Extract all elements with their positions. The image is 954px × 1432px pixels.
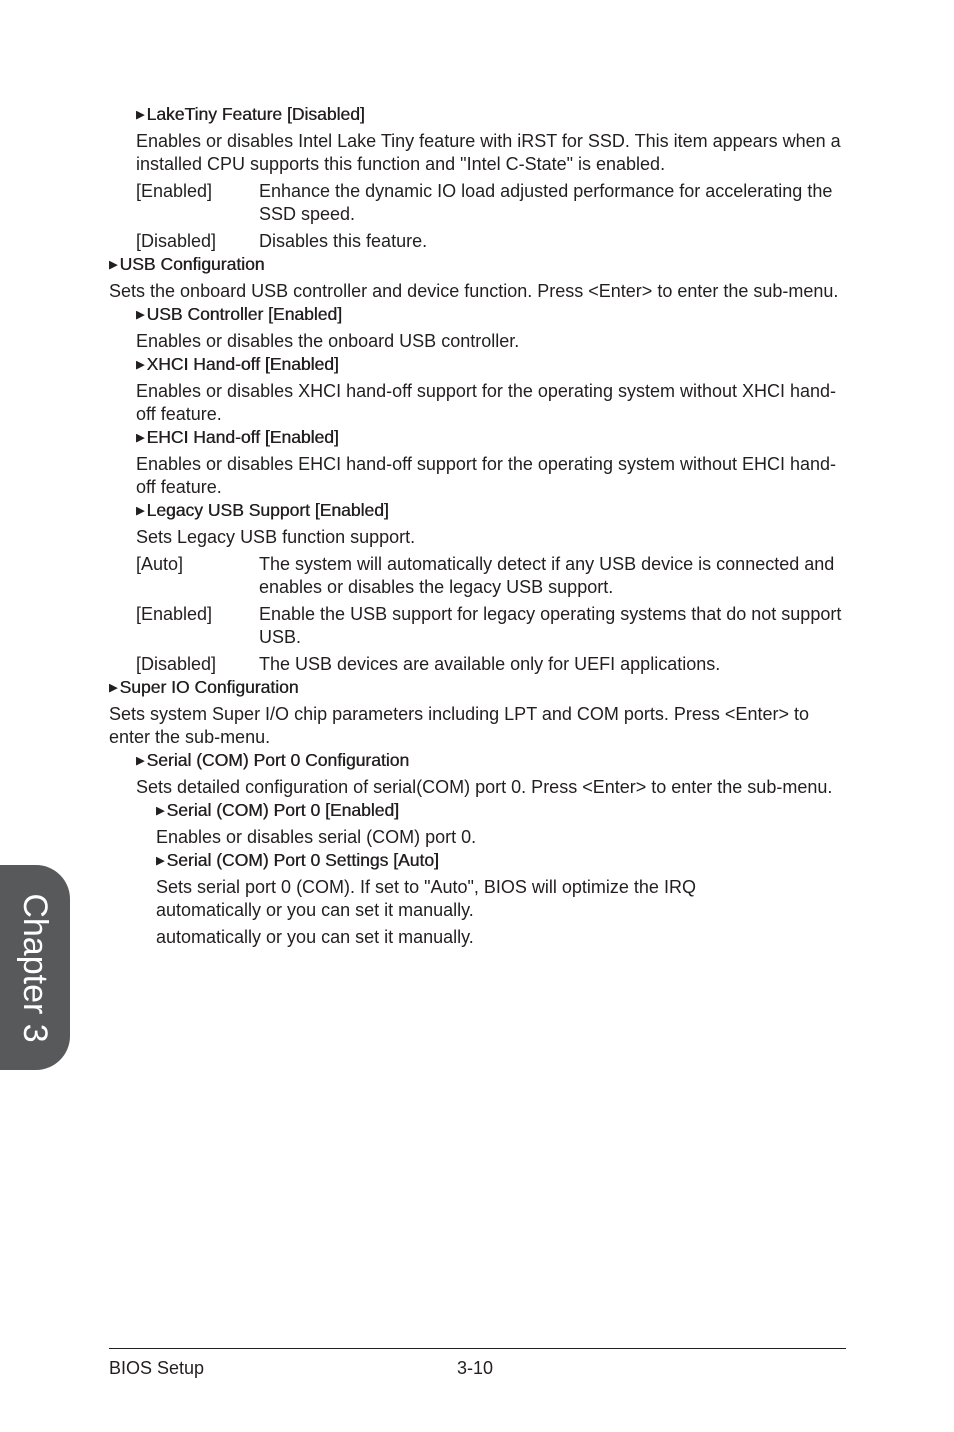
arrow-right-icon: ▶ xyxy=(136,432,145,444)
heading-laketiny xyxy=(136,103,849,126)
section-usb-config xyxy=(109,253,849,303)
option-row xyxy=(136,180,849,226)
footer-divider xyxy=(109,1348,846,1349)
section-serial-port xyxy=(156,799,849,849)
heading-text: Serial (COM) Port 0 [Enabled] xyxy=(166,800,399,820)
arrow-right-icon: ▶ xyxy=(109,682,118,694)
arrow-right-icon: ▶ xyxy=(109,259,118,271)
section-usb-controller xyxy=(136,303,849,353)
description-serial-port: Enables or disables serial (COM) port 0. xyxy=(156,827,477,847)
heading-text: Legacy USB Support [Enabled] xyxy=(146,500,389,520)
heading-text: LakeTiny Feature [Disabled] xyxy=(146,104,365,124)
section-serial-config xyxy=(136,749,849,799)
section-ehci xyxy=(136,426,849,499)
description-serial-config: Sets detailed configuration of serial(COM) port 0. Press <Enter> to enter the sub-menu. xyxy=(136,777,833,797)
heading-text: Serial (COM) Port 0 Settings [Auto] xyxy=(166,850,439,870)
description-super-io: Sets system Super I/O chip parameters including LPT and COM ports. Press <Enter> to enter the sub-menu. xyxy=(109,704,809,747)
heading-xhci xyxy=(136,353,849,376)
heading-text: Super IO Configuration xyxy=(119,677,299,697)
option-row xyxy=(136,603,849,649)
option-desc: Disables this feature. xyxy=(259,231,428,251)
heading-text: USB Controller [Enabled] xyxy=(146,304,342,324)
heading-super-io xyxy=(109,676,849,699)
heading-usb-controller xyxy=(136,303,849,326)
heading-text: Serial (COM) Port 0 Configuration xyxy=(146,750,410,770)
option-key: [Auto] xyxy=(136,554,184,574)
description-ehci: Enables or disables EHCI hand-off support for the operating system without EHCI hand-off feature. xyxy=(136,454,837,497)
option-row xyxy=(136,553,849,599)
heading-legacy-usb xyxy=(136,499,849,522)
section-serial-settings xyxy=(156,849,756,949)
heading-text: EHCI Hand-off [Enabled] xyxy=(146,427,339,447)
section-laketiny xyxy=(136,103,849,253)
option-desc: Enable the USB support for legacy operating systems that do not support USB. xyxy=(259,604,842,647)
arrow-right-icon: ▶ xyxy=(156,855,165,867)
description-legacy-usb: Sets Legacy USB function support. xyxy=(136,527,416,547)
option-row xyxy=(136,653,849,676)
description-usb-config: Sets the onboard USB controller and device function. Press <Enter> to enter the sub-menu. xyxy=(109,281,839,301)
option-desc: The USB devices are available only for UEFI applications. xyxy=(259,654,721,674)
heading-serial-settings xyxy=(156,849,756,872)
heading-ehci xyxy=(136,426,849,449)
description-usb-controller: Enables or disables the onboard USB controller. xyxy=(136,331,520,351)
option-desc: Enhance the dynamic IO load adjusted performance for accelerating the SSD speed. xyxy=(259,181,833,224)
option-key: [Enabled] xyxy=(136,604,213,624)
section-xhci xyxy=(136,353,849,426)
heading-serial-config xyxy=(136,749,849,772)
heading-usb-config xyxy=(109,253,849,276)
option-desc: The system will automatically detect if any USB device is connected and enables or disables the legacy USB support. xyxy=(259,554,835,597)
arrow-right-icon: ▶ xyxy=(136,309,145,321)
option-row xyxy=(136,230,849,253)
footer-title: BIOS Setup xyxy=(109,1358,205,1378)
option-key: [Disabled] xyxy=(136,231,217,251)
section-super-io xyxy=(109,676,849,749)
description-xhci: Enables or disables XHCI hand-off support for the operating system without XHCI hand-off feature. xyxy=(136,381,837,424)
page-number: 3-10 xyxy=(457,1358,494,1378)
arrow-right-icon: ▶ xyxy=(136,505,145,517)
description-serial-settings-extra: automatically or you can set it manually. xyxy=(156,927,474,947)
arrow-right-icon: ▶ xyxy=(136,109,145,121)
document-body xyxy=(109,103,849,949)
description-laketiny: Enables or disables Intel Lake Tiny feature with iRST for SSD. This item appears when a installed CPU supports this function and "Intel C-State" is enabled. xyxy=(136,131,841,174)
option-key: [Disabled] xyxy=(136,654,217,674)
chapter-label: Chapter 3 xyxy=(16,892,54,1043)
heading-text: XHCI Hand-off [Enabled] xyxy=(146,354,339,374)
heading-text: USB Configuration xyxy=(119,254,265,274)
arrow-right-icon: ▶ xyxy=(136,755,145,767)
arrow-right-icon: ▶ xyxy=(136,359,145,371)
section-legacy-usb xyxy=(136,499,849,676)
heading-serial-port xyxy=(156,799,849,822)
arrow-right-icon: ▶ xyxy=(156,805,165,817)
description-serial-settings: Sets serial port 0 (COM). If set to "Auto", BIOS will optimize the IRQ automatically or you can set it manually. xyxy=(156,877,696,920)
chapter-tab xyxy=(0,865,70,1070)
option-key: [Enabled] xyxy=(136,181,213,201)
